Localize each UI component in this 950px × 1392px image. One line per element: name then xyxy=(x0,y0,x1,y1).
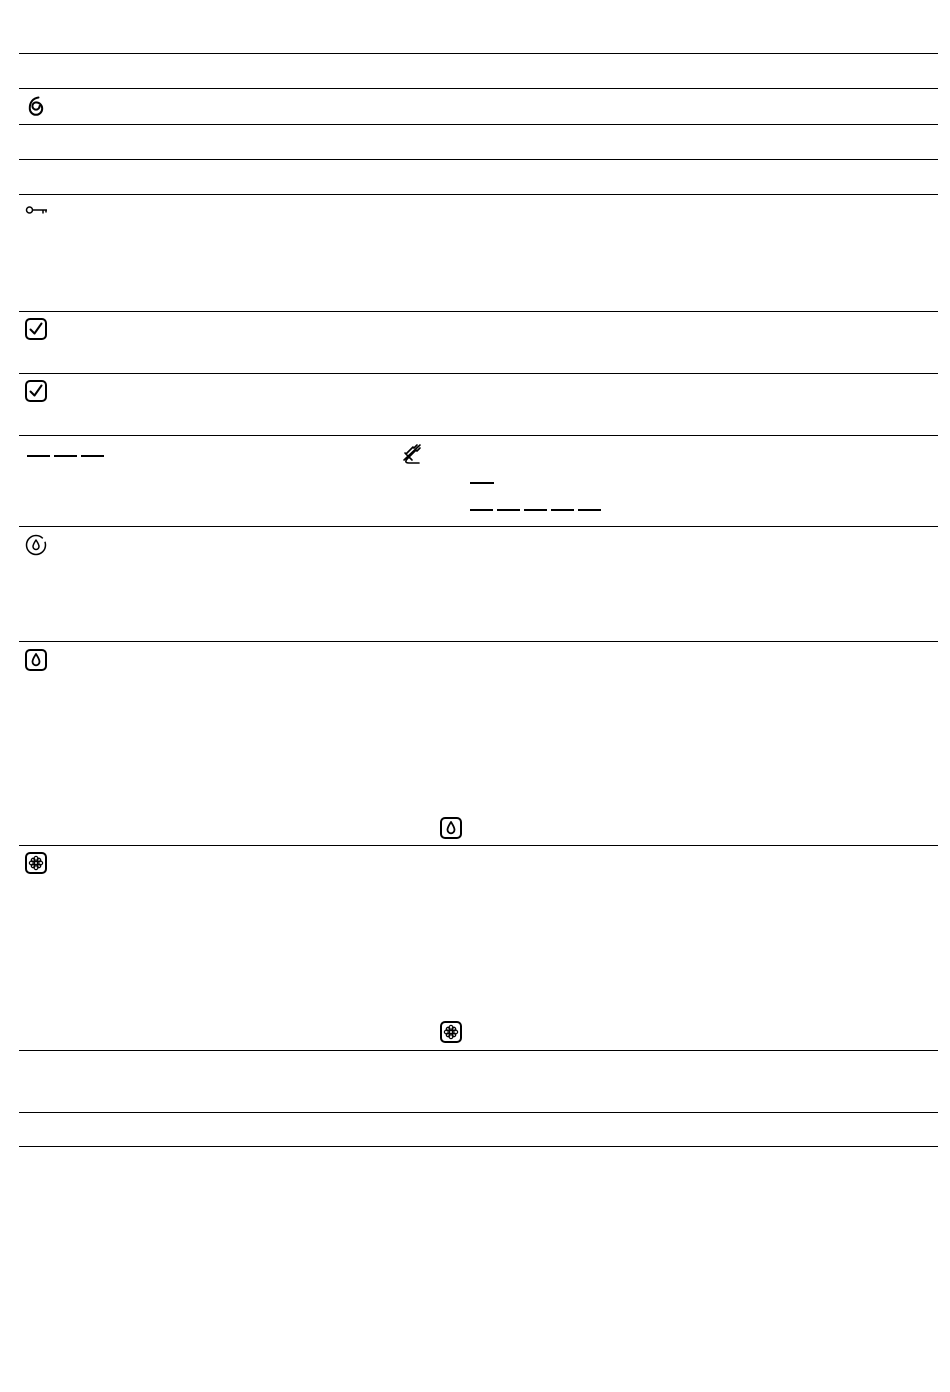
row-divider xyxy=(19,88,938,89)
row-divider xyxy=(19,311,938,312)
row-divider xyxy=(19,1050,938,1051)
flower-icon xyxy=(25,852,47,874)
row-divider xyxy=(19,124,938,125)
descaling-drop-icon xyxy=(25,534,47,556)
row-divider xyxy=(19,641,938,642)
row-divider xyxy=(19,526,938,527)
spiral-icon xyxy=(25,95,47,117)
row-divider xyxy=(19,159,938,160)
row-divider xyxy=(19,1146,938,1147)
water-drop-icon xyxy=(440,817,462,839)
row-divider xyxy=(19,845,938,846)
display-dash xyxy=(27,455,50,457)
row-divider xyxy=(19,435,938,436)
display-dash xyxy=(81,455,104,457)
display-dash xyxy=(578,509,601,511)
display-dash xyxy=(524,509,547,511)
row-divider xyxy=(19,194,938,195)
water-drop-icon xyxy=(25,649,47,671)
row-divider xyxy=(19,1112,938,1113)
checkbox-icon xyxy=(25,380,47,402)
plug-icon xyxy=(400,442,424,466)
row-divider xyxy=(19,373,938,374)
checkbox-icon xyxy=(25,318,47,340)
display-dash xyxy=(497,509,520,511)
display-dash xyxy=(54,455,77,457)
display-dash xyxy=(470,482,494,484)
display-dash xyxy=(470,509,493,511)
key-icon xyxy=(25,204,49,216)
display-dash xyxy=(551,509,574,511)
row-divider xyxy=(19,53,938,54)
flower-icon xyxy=(440,1021,462,1043)
